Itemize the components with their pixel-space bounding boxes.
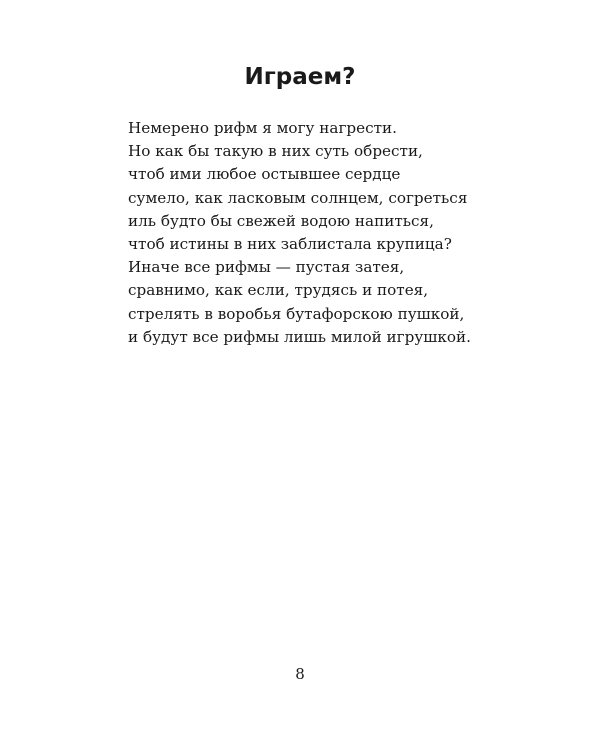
- poem-line: Немерено рифм я могу нагрести.: [128, 119, 397, 137]
- poem-line: сравнимо, как если, трудясь и потея,: [128, 281, 429, 300]
- poem-line: сумело, как ласковым солнцем, согреться: [128, 188, 468, 207]
- poem-line: чтоб ими любое остывшее сердце: [128, 165, 401, 184]
- poem-line: иль будто бы свежей водою напиться,: [128, 211, 434, 230]
- poem-line: стрелять в воробья бутафорскою пушкой,: [128, 304, 465, 323]
- page-number: 8: [295, 665, 305, 683]
- poem-line: Иначе все рифмы — пустая затея,: [128, 258, 405, 277]
- poem-line: Но как бы такую в них суть обрести,: [128, 142, 423, 161]
- poem-line: чтоб истины в них заблистала крупица?: [128, 235, 452, 254]
- poem-title: Играем?: [244, 64, 356, 90]
- poem-body: [128, 117, 568, 349]
- poem-line: и будут все рифмы лишь милой игрушкой.: [128, 327, 471, 346]
